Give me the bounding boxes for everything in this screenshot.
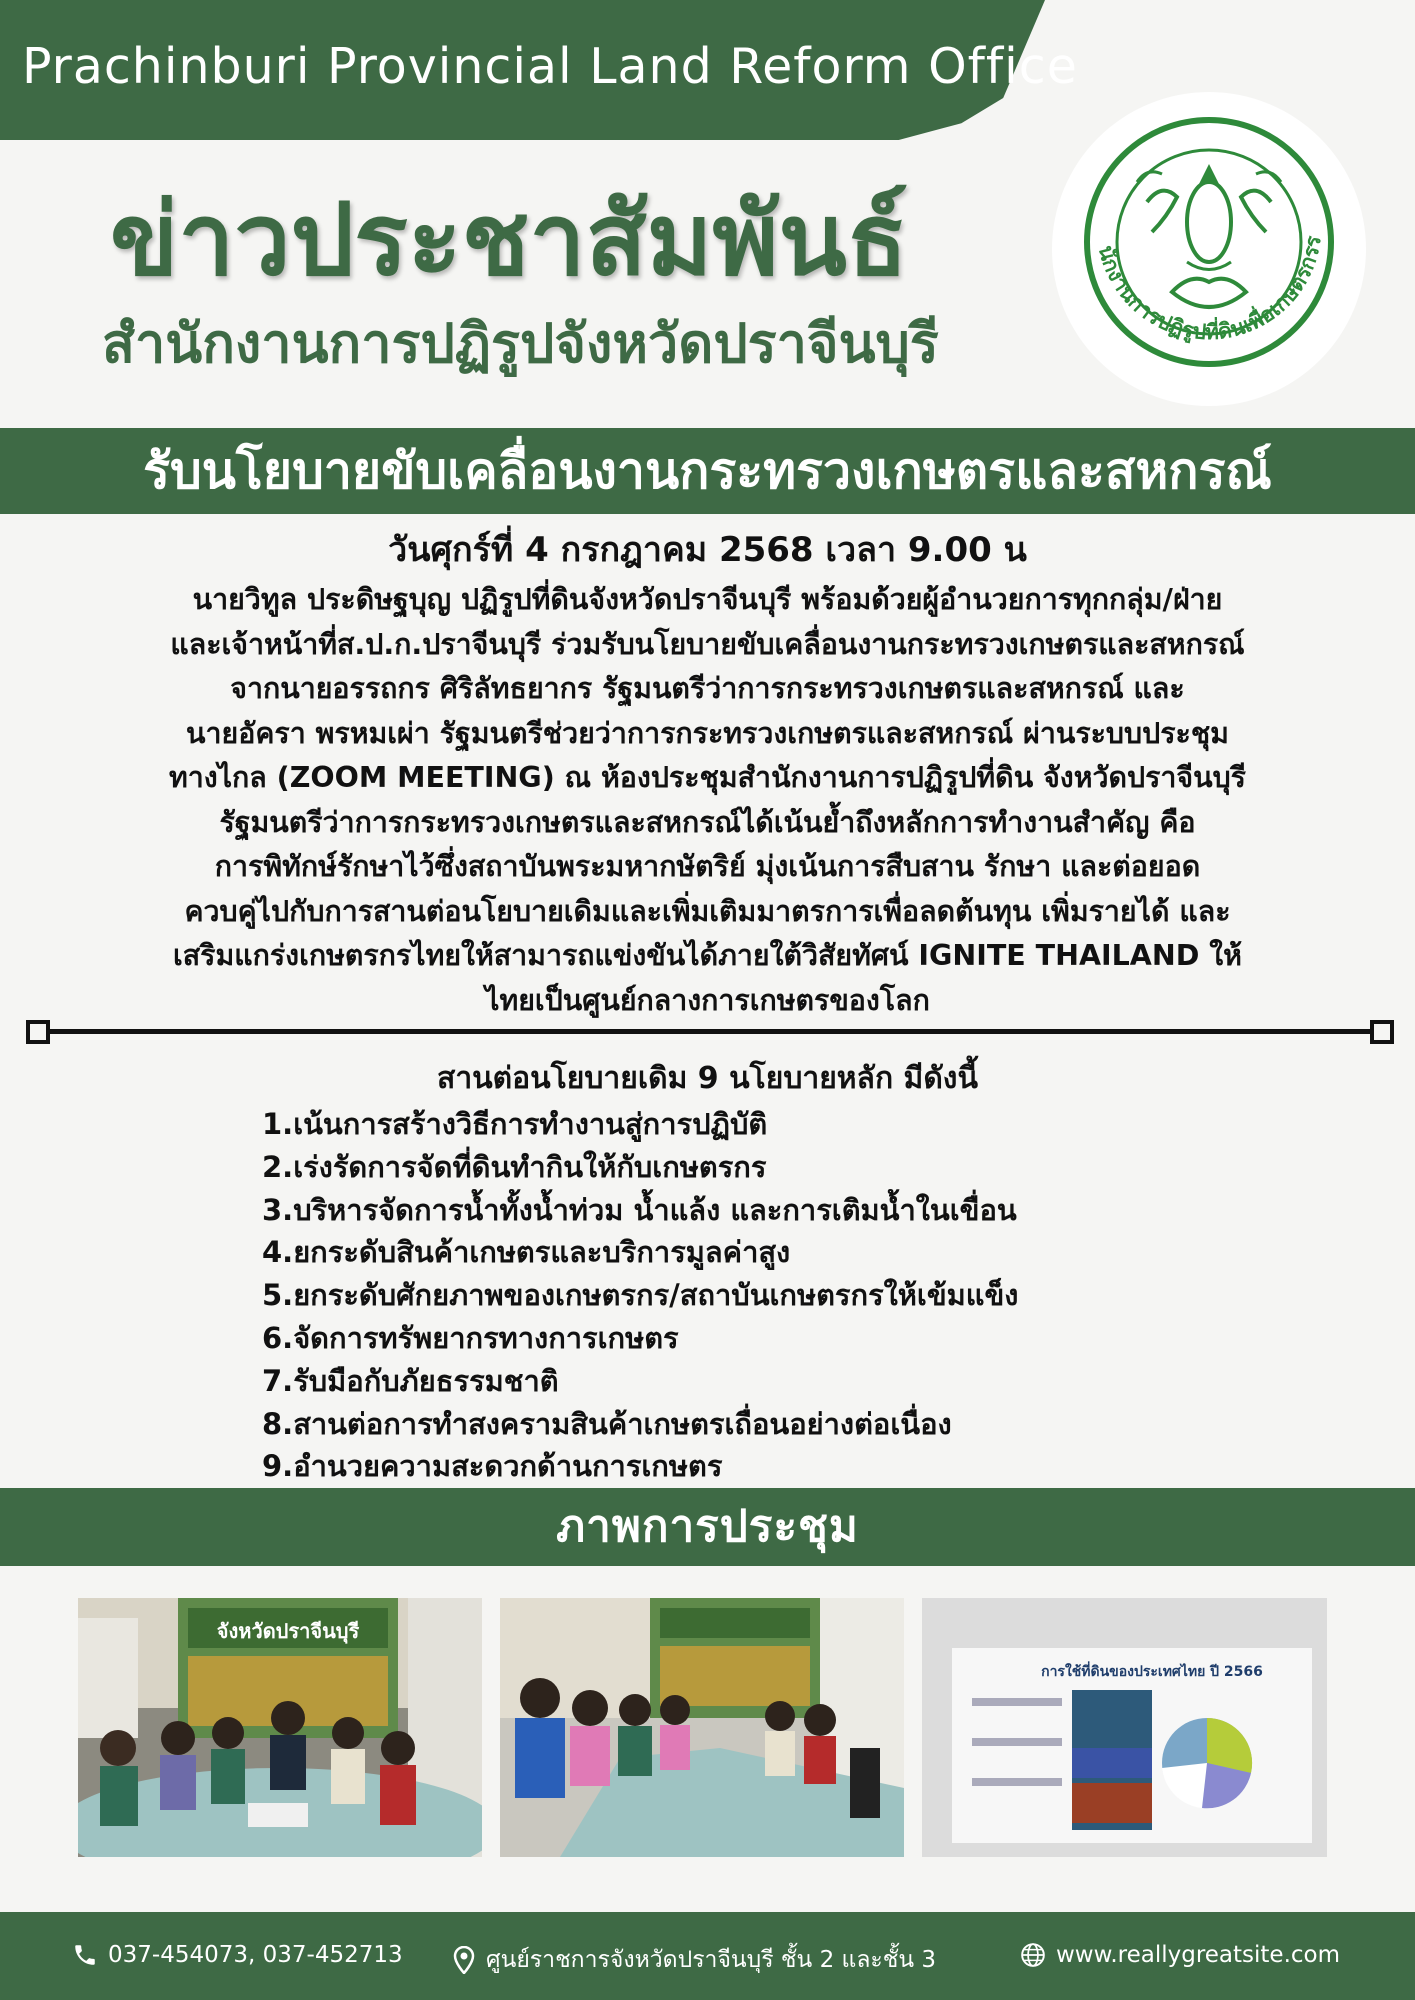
footer-website-link[interactable]: www.reallygreatsite.com bbox=[1056, 1942, 1341, 1968]
policy-list bbox=[262, 1103, 1018, 1488]
seal-emblem-icon bbox=[1052, 92, 1366, 406]
body-line: เสริมแกร่งเกษตรกรไทยให้สามารถแข่งขันได้ภายใต้วิสัยทัศน์ IGNITE THAILAND ให้ bbox=[173, 939, 1242, 972]
footer-website[interactable] bbox=[1020, 1942, 1340, 1968]
policy-item: 2.เร่งรัดการจัดที่ดินทำกินให้กับเกษตรกร bbox=[262, 1149, 767, 1184]
presentation-title: การใช้ที่ดินของประเทศไทย ปี 2566 bbox=[1041, 1664, 1263, 1680]
policy-item: 9.อำนวยความสะดวกด้านการเกษตร bbox=[262, 1449, 723, 1484]
body-line: นายอัครา พรหมเผ่า รัฐมนตรีช่วยว่าการกระทรวงเกษตรและสหกรณ์ ผ่านระบบประชุม bbox=[186, 716, 1229, 750]
policy-heading: สานต่อนโยบายเดิม 9 นโยบายหลัก มีดังนี้ bbox=[437, 1061, 978, 1096]
section-divider bbox=[38, 1029, 1378, 1034]
agency-seal-logo bbox=[1052, 92, 1366, 406]
event-date: วันศุกร์ที่ 4 กรกฎาคม 2568 เวลา 9.00 น bbox=[388, 530, 1027, 570]
footer-address bbox=[452, 1942, 936, 1978]
footer-phone bbox=[72, 1942, 403, 1968]
seal-text: นักงานการปฏิรูปที่ดินเพื่อเกษตรกรร bbox=[1093, 234, 1326, 345]
body-line: ทางไกล (ZOOM MEETING) ณ ห้องประชุมสำนักงานการปฏิรูปที่ดิน จังหวัดปราจีนบุรี bbox=[169, 761, 1246, 794]
policy-item: 4.ยกระดับสินค้าเกษตรและบริการมูลค่าสูง bbox=[262, 1235, 791, 1270]
location-pin-icon bbox=[452, 1946, 476, 1974]
policy-item: 8.สานต่อการทำสงครามสินค้าเกษตรเถื่อนอย่างต่อเนื่อง bbox=[262, 1406, 952, 1441]
news-body bbox=[60, 578, 1355, 1023]
body-line: ไทยเป็นศูนย์กลางการเกษตรของโลก bbox=[485, 983, 930, 1017]
body-line: จากนายอรรถกร ศิริลัทธยากร รัฐมนตรีว่าการกระทรวงเกษตรและสหกรณ์ และ bbox=[230, 672, 1185, 705]
body-line: รัฐมนตรีว่าการกระทรวงเกษตรและสหกรณ์ได้เน้นย้ำถึงหลักการทำงานสำคัญ คือ bbox=[219, 805, 1196, 839]
globe-icon bbox=[1020, 1942, 1046, 1968]
meeting-photo-1 bbox=[78, 1598, 482, 1857]
photo1-banner-text: จังหวัดปราจีนบุรี bbox=[216, 1619, 360, 1643]
policy-item: 6.จัดการทรัพยากรทางการเกษตร bbox=[262, 1320, 679, 1355]
body-line: นายวิทูล ประดิษฐบุญ ปฏิรูปที่ดินจังหวัดปราจีนบุรี พร้อมด้วยผู้อำนวยการทุกกลุ่ม/ฝ่าย bbox=[192, 583, 1223, 616]
org-name-english: Prachinburi Provincial Land Reform Office bbox=[22, 38, 1078, 95]
footer-bar bbox=[0, 1912, 1415, 2000]
policy-item: 3.บริหารจัดการน้ำทั้งน้ำท่วม น้ำแล้ง และการเติมน้ำในเขื่อน bbox=[262, 1192, 1017, 1227]
footer-phone-text: 037-454073, 037-452713 bbox=[108, 1942, 403, 1968]
body-line: ควบคู่ไปกับการสานต่อนโยบายเดิมและเพิ่มเติมมาตรการเพื่อลดต้นทุน เพิ่มรายได้ และ bbox=[184, 894, 1231, 928]
policy-item: 7.รับมือกับภัยธรรมชาติ bbox=[262, 1363, 559, 1398]
divider-end-right bbox=[1370, 1020, 1394, 1044]
page-subtitle: สำนักงานการปฏิรูปจังหวัดปราจีนบุรี bbox=[102, 312, 939, 375]
divider-end-left bbox=[26, 1020, 50, 1044]
phone-icon bbox=[72, 1942, 98, 1968]
meeting-photo-3-presentation bbox=[922, 1598, 1327, 1857]
policy-item: 5.ยกระดับศักยภาพของเกษตรกร/สถาบันเกษตรกรให้เข้มแข็ง bbox=[262, 1278, 1019, 1313]
photos-heading: ภาพการประชุม bbox=[0, 1488, 1415, 1566]
meeting-photo-2 bbox=[500, 1598, 904, 1857]
page-title: ข่าวประชาสัมพันธ์ bbox=[110, 181, 908, 298]
body-line: และเจ้าหน้าที่ส.ป.ก.ปราจีนบุรี ร่วมรับนโยบายขับเคลื่อนงานกระทรวงเกษตรและสหกรณ์ bbox=[170, 627, 1245, 661]
body-line: การพิทักษ์รักษาไว้ซึ่งสถาบันพระมหากษัตริย์ มุ่งเน้นการสืบสาน รักษา และต่อยอด bbox=[214, 850, 1201, 883]
footer-address-text: ศูนย์ราชการจังหวัดปราจีนบุรี ชั้น 2 และชั้น 3 bbox=[486, 1947, 937, 1973]
policy-item: 1.เน้นการสร้างวิธีการทำงานสู่การปฏิบัติ bbox=[262, 1107, 768, 1141]
headline-banner: รับนโยบายขับเคลื่อนงานกระทรวงเกษตรและสหกรณ์ bbox=[0, 428, 1415, 514]
